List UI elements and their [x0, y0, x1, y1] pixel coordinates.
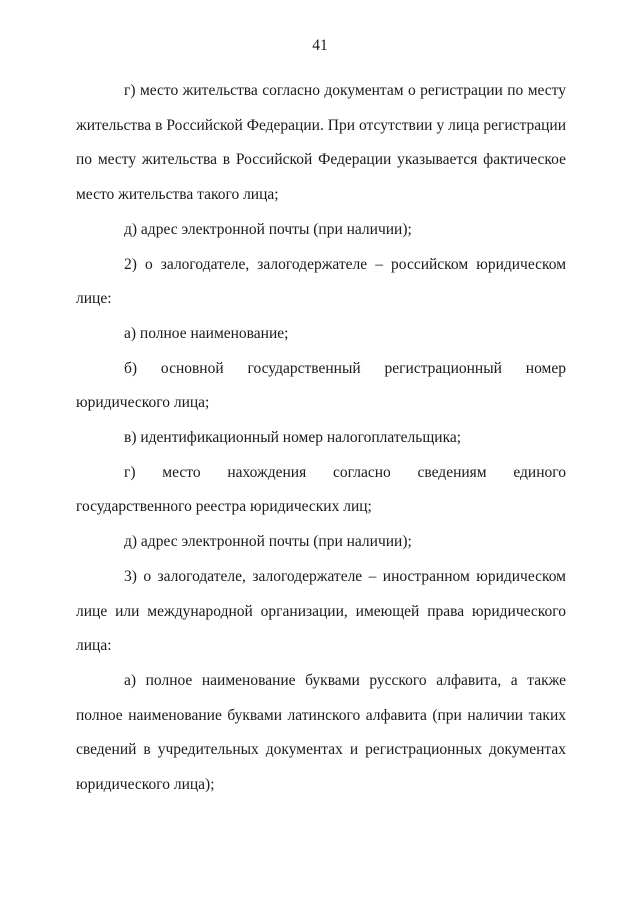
paragraph-location: г) место нахождения согласно сведениям единого государственного реестра юридических лиц; [76, 463, 566, 516]
paragraph-foreign-legal-entity: 3) о залогодателе, залогодержателе – иностранном юридическом лице или международной организации, имеющей права юридического лица: [76, 567, 566, 655]
paragraph-ogrn: б) основной государственный регистрационный номер юридического лица; [76, 359, 566, 412]
paragraph-residence: г) место жительства согласно документам о регистрации по месту жительства в Российской Федерации. При отсутствии у лица регистрации по месту жительства в Российской Федерации указывается фактическое место жительства такого лица; [76, 82, 566, 204]
paragraph-full-name-alphabets: а) полное наименование буквами русского алфавита, а также полное наименование буквами латинского алфавита (при наличии таких сведений в учредительных документах и регистрационных документах юридического лица); [76, 671, 566, 794]
paragraph-email-2: д) адрес электронной почты (при наличии); [124, 533, 412, 551]
paragraph-russian-legal-entity: 2) о залогодателе, залогодержателе – российском юридическом лице: [76, 255, 566, 308]
document-body [76, 74, 566, 803]
page-number: 41 [312, 37, 328, 54]
paragraph-email-1: д) адрес электронной почты (при наличии); [124, 220, 412, 238]
paragraph-full-name: а) полное наименование; [124, 324, 289, 342]
paragraph-inn: в) идентификационный номер налогоплательщика; [124, 429, 462, 447]
